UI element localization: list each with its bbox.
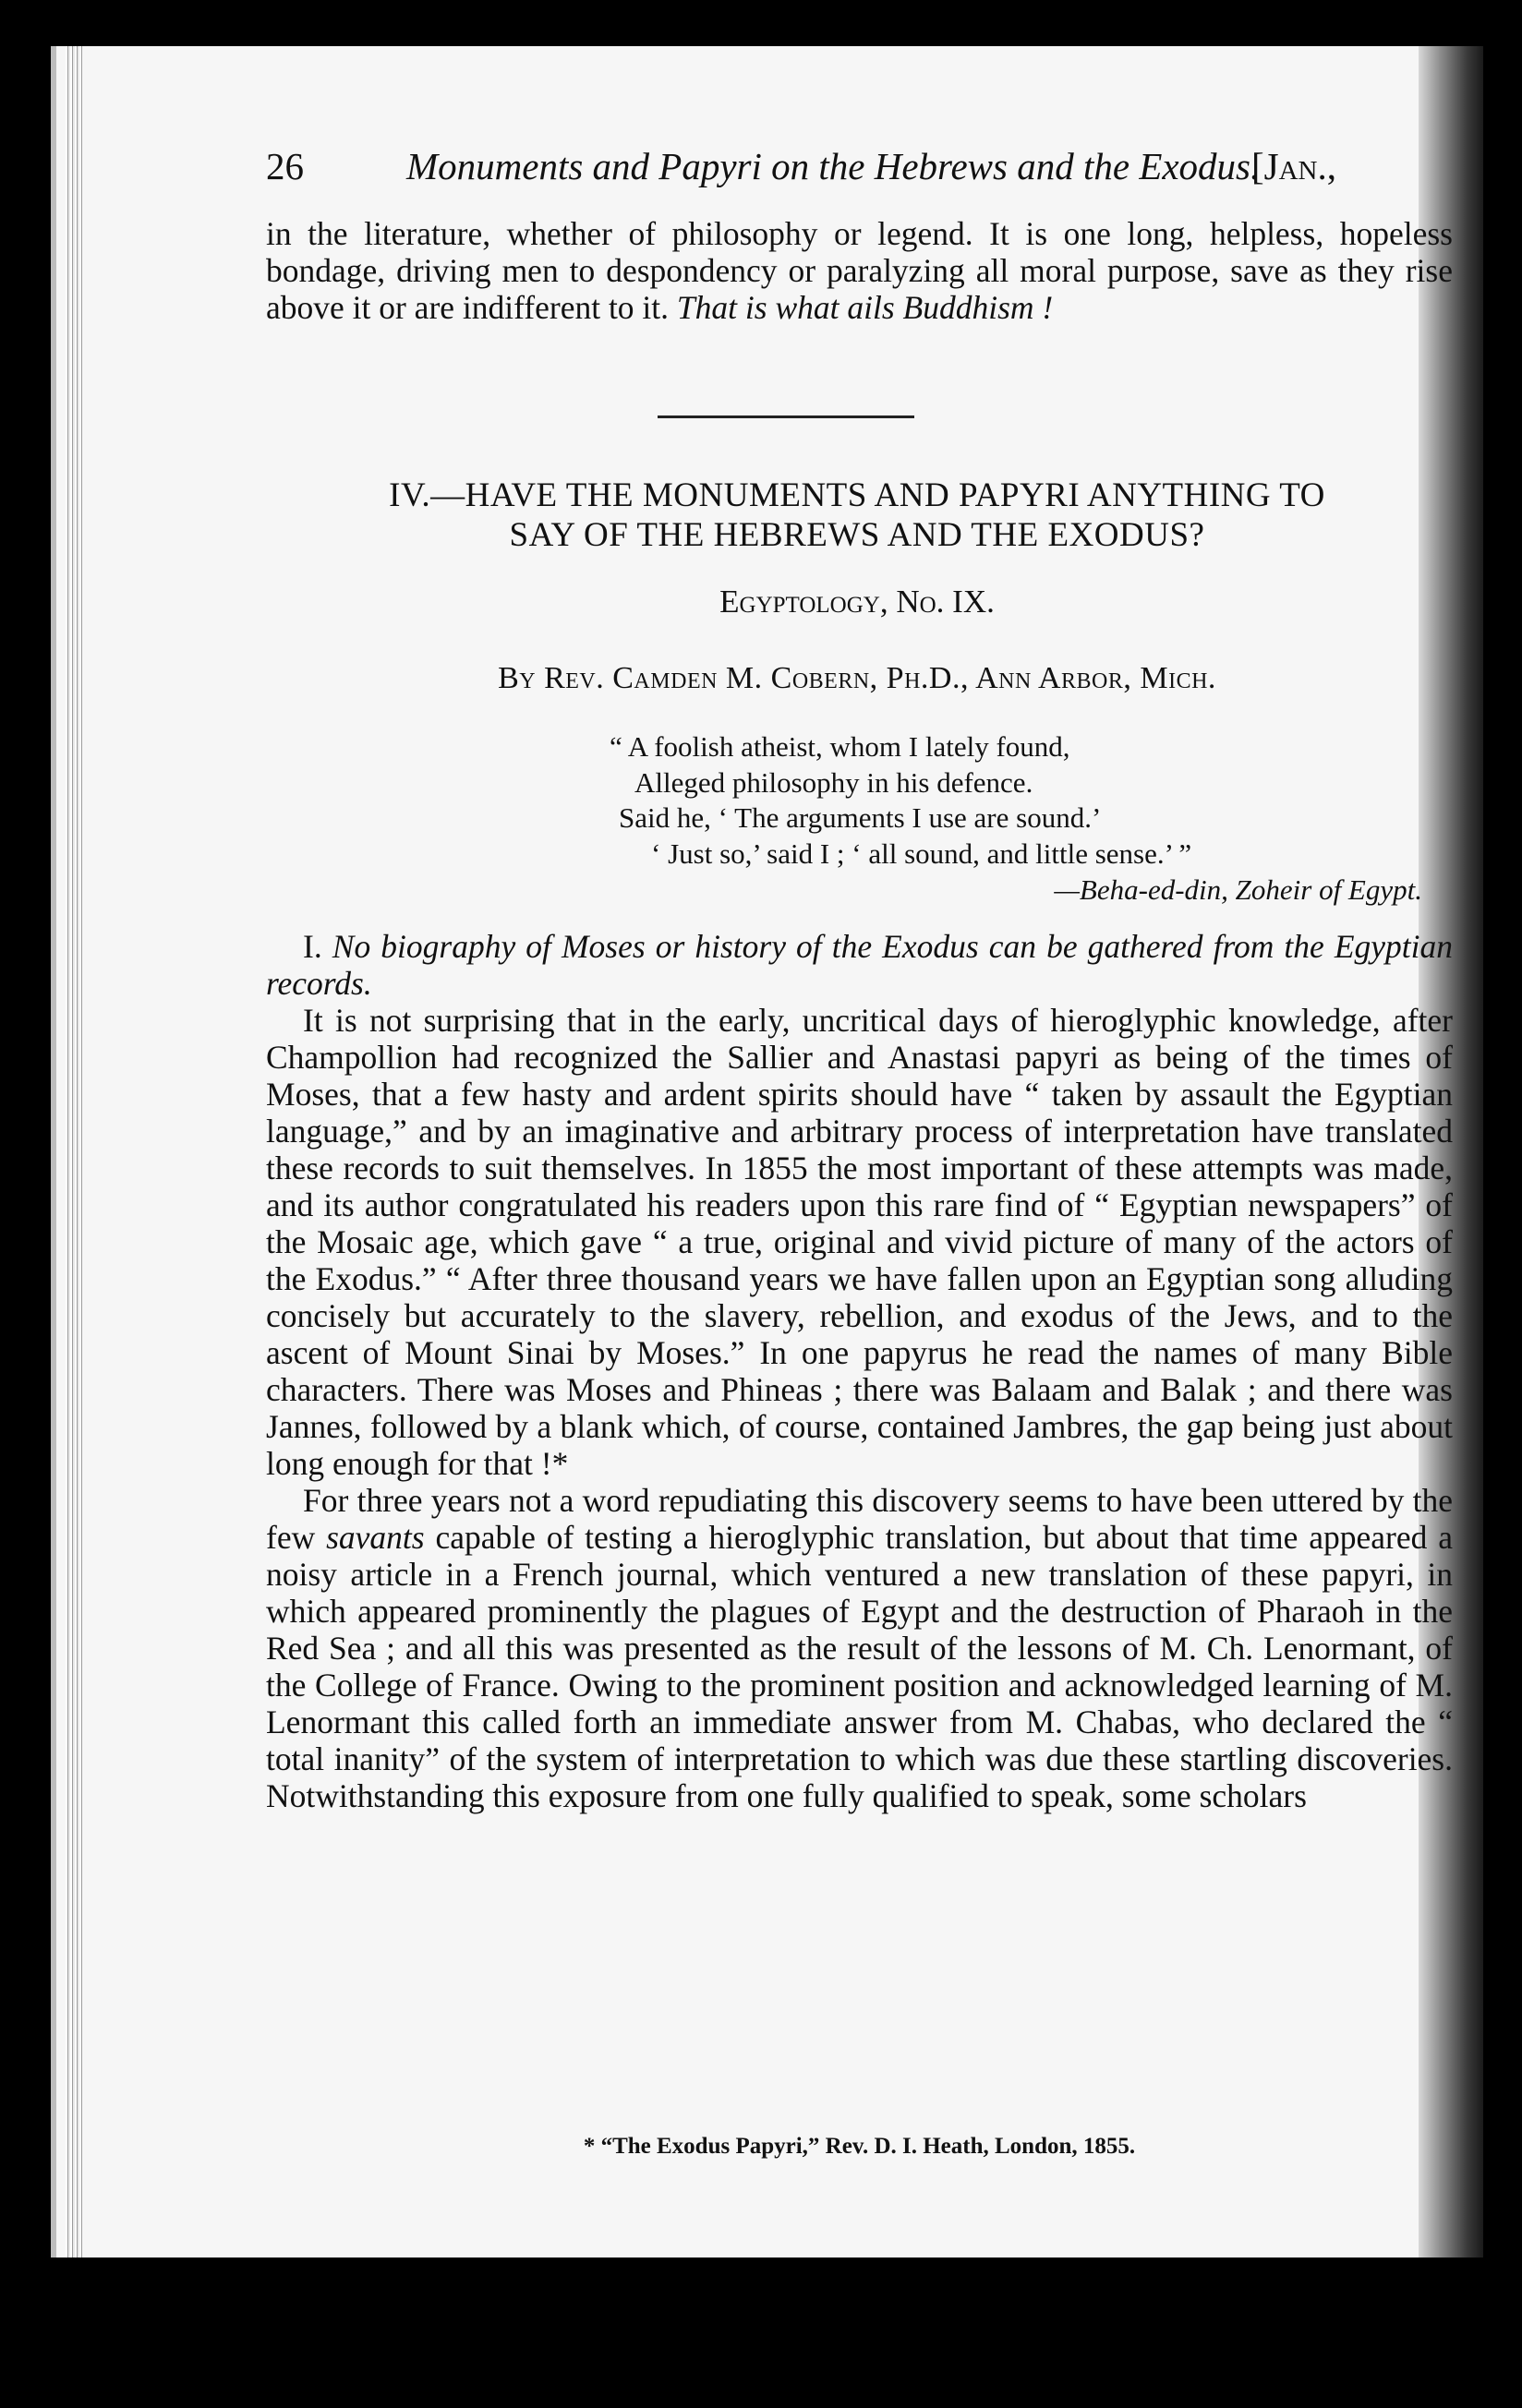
epigraph-line: Said he, ‘ The arguments I use are sound.’ bbox=[619, 801, 1102, 834]
section-number: I. bbox=[303, 928, 322, 965]
epigraph-line: ‘ Just so,’ said I ; ‘ all sound, and little sense.’ ” bbox=[651, 837, 1192, 870]
footnote: * “The Exodus Papyri,” Rev. D. I. Heath, London, 1855. bbox=[583, 2134, 1136, 2159]
continuation-paragraph bbox=[266, 215, 1453, 326]
article-series: Egyptology, No. IX. bbox=[719, 584, 995, 620]
article-title-line-1: IV.—HAVE THE MONUMENTS AND PAPYRI ANYTHING TO bbox=[389, 476, 1325, 514]
running-title: Monuments and Papyri on the Hebrews and the Exodus. bbox=[406, 145, 1261, 187]
section-divider bbox=[658, 415, 914, 418]
page-number: 26 bbox=[266, 145, 304, 187]
paragraph-italic: savants bbox=[326, 1519, 425, 1556]
epigraph-line: Alleged philosophy in his defence. bbox=[634, 765, 1033, 799]
epigraph-line: “ A foolish atheist, whom I lately found, bbox=[610, 730, 1070, 763]
epigraph-attribution: —Beha-ed-din, Zoheir of Egypt. bbox=[1054, 873, 1422, 906]
page-content bbox=[129, 138, 1454, 2216]
body-paragraph bbox=[266, 1482, 1453, 1814]
continuation-emphasis: That is what ails Buddhism ! bbox=[676, 289, 1054, 326]
section-heading bbox=[266, 928, 1453, 1002]
running-head bbox=[129, 138, 1336, 194]
section-heading-text: No biography of Moses or history of the Exodus can be gathered from the Egyptian records. bbox=[266, 928, 1454, 1002]
article-title bbox=[257, 476, 1457, 555]
article-body bbox=[266, 928, 1453, 1814]
paragraph-text: For three years not a word repudiating this discovery seems to have been uttered by the few bbox=[266, 1482, 1453, 1556]
paragraph-text: capable of testing a hieroglyphic translation, but about that time appeared a noisy article in a French journal, which ventured a new translation of these papyri, in which appeared prominently the plagues of Egypt and the destruction of Pharaoh in the Red Sea ; and all this was presented as the result of the lessons of M. Ch. Lenormant, of the College of France. Owing to the prominent position and acknowledged learning of M. Lenormant this called forth an immediate answer from M. Chabas, who declared the “ total inanity” of the system of interpretation to which was due these startling discoveries. Notwithstanding this exposure from one fully qualified to speak, some scholars bbox=[266, 1519, 1453, 1814]
article-byline: By Rev. Camden M. Cobern, Ph.D., Ann Arbor, Mich. bbox=[498, 661, 1216, 695]
body-paragraph: It is not surprising that in the early, uncritical days of hieroglyphic knowledge, after Champollion had recognized the Sallier and Anastasi papyri as being of the times of Moses, that a few hasty and ardent spirits should have “ taken by assault the Egyptian language,” and by an imaginative and arbitrary process of interpretation have translated these records to suit themselves. In 1855 the most important of these attempts was made, and its author congratulated his readers upon this rare find of “ Egyptian newspapers” of the Mosaic age, which gave “ a true, original and vivid picture of many of the actors of the Exodus.” “ After three thousand years we have fallen upon an Egyptian song alluding concisely but accurately to the slavery, rebellion, and exodus of the Jews, and to the ascent of Mount Sinai by Moses.” In one papyrus he read the names of many Bible characters. There was Moses and Phineas ; there was Balaam and Balak ; and there was Jannes, followed by a blank which, of course, contained Jambres, the gap being just about long enough for that !* bbox=[266, 1002, 1453, 1482]
running-date: [Jan., bbox=[1251, 145, 1336, 187]
epigraph bbox=[610, 729, 1441, 872]
article-title-line-2: SAY OF THE HEBREWS AND THE EXODUS? bbox=[509, 516, 1205, 554]
continuation-text: in the literature, whether of philosophy or legend. It is one long, helpless, hopeless bondage, driving men to despondency or paralyzing all moral purpose, save as they rise above it or are indifferent to it. bbox=[266, 215, 1453, 326]
